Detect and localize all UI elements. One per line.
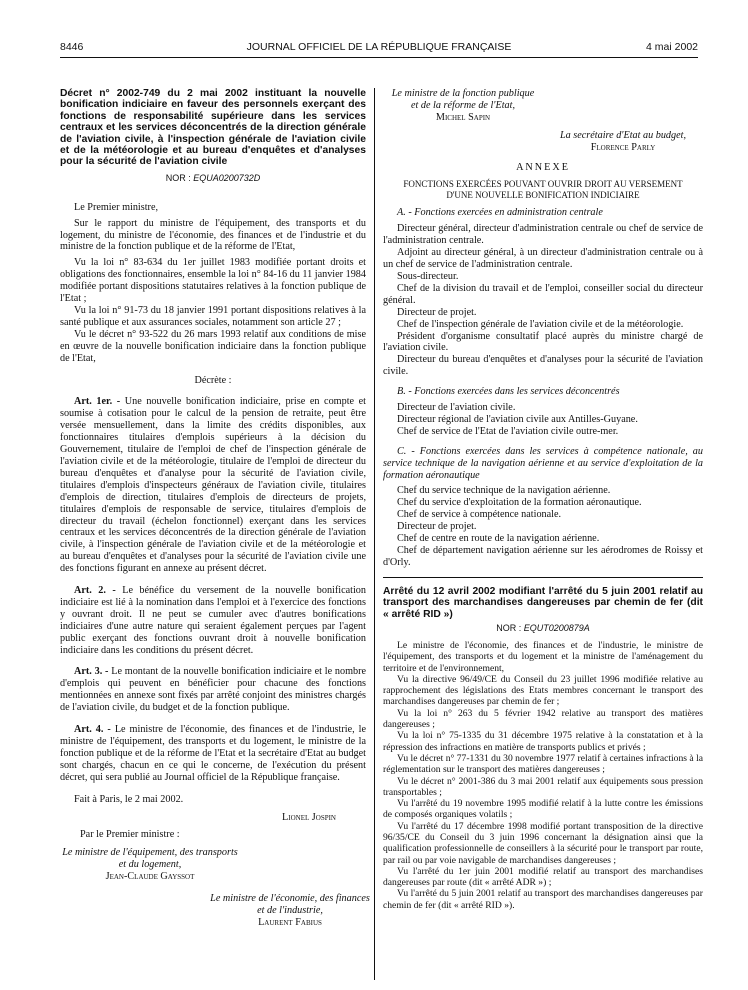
done-at: Fait à Paris, le 2 mai 2002. <box>74 793 184 805</box>
list-item: Directeur régional de l'aviation civile aux Antilles-Guyane. <box>397 413 638 425</box>
arrete-paragraph: Vu la directive 96/49/CE du Conseil du 23 juillet 1996 modifiée relative au rapprochement des législations des Etats membres concernant le transport des marchandises dangereuses par chemin de fer ; <box>383 673 703 708</box>
section-divider <box>383 577 703 578</box>
issue-date: 4 mai 2002 <box>646 41 698 53</box>
arrete-nor-code: EQUT0200879A <box>523 623 590 634</box>
page-number: 8446 <box>60 41 84 53</box>
list-item: Chef de la division du travail et de l'emploi, conseiller social du directeur général. <box>383 282 703 306</box>
list-item: Chef de centre en route de la navigation aérienne. <box>397 533 600 545</box>
arrete-paragraph: Vu la loi n° 263 du 5 février 1942 relative au transport des matières dangereuses ; <box>383 707 703 731</box>
right-column <box>383 88 703 911</box>
decree-visa: Sur le rapport du ministre de l'équipement, des transports et du logement, du ministre de l'économie, des finances et de l'industrie et du ministre de la fonction publique et de la réforme de l'Etat, <box>60 217 366 253</box>
article-text: Le ministre de l'économie, des finances et de l'industrie, le ministre de l'équipement, des transports et du logement, le ministre de la fonction publique et de la réforme de l'Etat et la secrétaire d'Etat au budget sont chargés, chacun en ce qui le concerne, de l'exécution du présent décret, qui sera publié au Journal officiel de la République française. <box>60 724 366 783</box>
arrete-paragraph: Vu l'arrêté du 17 décembre 1998 modifié portant transposition de la directive 96/35/CE du Conseil du 3 juin 1996 concernant la désignation ainsi que la qualification professionnelle de conseillers à la sécurité pour le transport par route, par rail ou par voie navigable de marchandises dangereuses ; <box>383 820 703 866</box>
by-prime-minister: Par le Premier ministre : <box>80 829 180 841</box>
left-column <box>60 88 370 929</box>
annex-title: ANNEXE <box>516 161 570 173</box>
arrete-paragraph: Vu l'arrêté du 1er juin 2001 modifié relatif au transport des marchandises dangereuses par route (dit « arrêté ADR ») ; <box>383 865 703 889</box>
arrete-paragraph: Vu le décret n° 77-1331 du 30 novembre 1977 relatif à certaines infractions à la réglementation sur le transport des matières dangereuses ; <box>383 752 703 776</box>
signature-budget: La secrétaire d'Etat au budget, Florence Parly <box>559 129 686 153</box>
list-item: Chef du service d'exploitation de la formation aéronautique. <box>397 497 642 509</box>
list-item: Chef de service de l'Etat de l'aviation civile outre-mer. <box>397 425 619 437</box>
article-1 <box>60 396 366 575</box>
signature-fonction-publique: Le ministre de la fonction publique et de la réforme de l'Etat, Michel Sapin <box>391 88 535 123</box>
article-4 <box>60 724 366 784</box>
decree-nor: NOR : EQUA0200732D <box>165 172 261 183</box>
arrete-paragraph: Vu l'arrêté du 5 juin 2001 relatif au transport des marchandises dangereuses par chemin de fer (dit « arrêté RID »). <box>383 888 703 911</box>
section-a-heading: A. - Fonctions exercées en administration centrale <box>397 207 603 219</box>
decree-nor-code: EQUA0200732D <box>193 172 261 183</box>
list-item: Directeur général, directeur d'administration centrale ou chef de service de l'administration centrale. <box>383 223 703 247</box>
article-label: Art. 1er. - <box>74 396 121 408</box>
arrete-title: Arrêté du 12 avril 2002 modifiant l'arrêté du 5 juin 2001 relatif au transport des marchandises dangereuses par chemin de fer (dit « arrêté RID ») <box>383 585 703 620</box>
list-item: Chef de service à compétence nationale. <box>397 509 562 521</box>
article-text: Le bénéfice du versement de la nouvelle bonification indiciaire est lié à la nomination dans l'emploi et à l'exercice des fonctions y ouvrant droit. Il ne peut se cumuler avec d'autres bonifications indiciaires d'une autre nature qui seraient également perçues par l'agent public exerçant des fonctions ouvrant droit à nouvelle bonification indiciaire dans les conditions du présent décret. <box>60 585 366 656</box>
journal-title: JOURNAL OFFICIEL DE LA RÉPUBLIQUE FRANÇAISE <box>246 41 512 53</box>
article-2 <box>60 585 366 656</box>
article-3 <box>60 666 366 714</box>
arrete-paragraph: Vu la loi n° 75-1335 du 31 décembre 1975 relative à la constatation et à la répression des infractions en matière de transports publics et privés ; <box>383 730 703 753</box>
annex-subtitle: FONCTIONS EXERCÉES POUVANT OUVRIR DROIT AU VERSEMENT D'UNE NOUVELLE BONIFICATION INDICIAIRE <box>403 179 683 201</box>
arrete-nor: NOR : EQUT0200879A <box>496 623 590 634</box>
decree-opening: Le Premier ministre, <box>74 201 159 213</box>
section-b-heading: B. - Fonctions exercées dans les services déconcentrés <box>397 386 620 398</box>
list-item: Chef de l'inspection générale de l'aviation civile et de la météorologie. <box>397 318 684 330</box>
list-item: Chef du service technique de la navigation aérienne. <box>397 485 611 497</box>
page-header <box>60 42 698 56</box>
list-item: Directeur du bureau d'enquêtes et d'analyses pour la sécurité de l'aviation civile. <box>383 354 703 378</box>
decree-visa: Vu la loi n° 83-634 du 1er juillet 1983 modifiée portant droits et obligations des fonctionnaires, ensemble la loi n° 84-16 du 11 janvier 1984 modifiée portant dispositions statutaires relatives à la fonction publique de l'Etat ; <box>60 257 366 305</box>
list-item: Sous-directeur. <box>397 270 459 282</box>
list-item: Directeur de projet. <box>397 521 477 533</box>
prime-minister-signature: Lionel Jospin <box>282 811 336 823</box>
header-rule <box>60 57 698 58</box>
signature-equipement: Le ministre de l'équipement, des transports et du logement, Jean-Claude Gayssot <box>62 847 238 883</box>
article-label: Art. 2. - <box>74 585 116 597</box>
arrete-body <box>383 640 703 911</box>
signature-economie: Le ministre de l'économie, des finances et de l'industrie, Laurent Fabius <box>210 893 370 928</box>
list-item: Directeur de projet. <box>397 306 477 318</box>
section-c-heading: C. - Fonctions exercées dans les services à compétence nationale, au service technique de la navigation aérienne et au service d'exploitation de la formation aéronautique <box>383 445 703 481</box>
list-item: Directeur de l'aviation civile. <box>397 402 516 414</box>
list-item: Adjoint au directeur général, à un directeur d'administration centrale ou à un chef de service de l'administration centrale. <box>383 247 703 271</box>
decree-visa: Vu la loi n° 91-73 du 18 janvier 1991 portant dispositions relatives à la santé publique et aux assurances sociales, notamment son article 27 ; <box>60 305 366 328</box>
arrete-paragraph: Vu l'arrêté du 19 novembre 1995 modifié relatif à la lutte contre les émissions de composés organiques volatils ; <box>383 798 703 821</box>
article-label: Art. 4. - <box>74 724 111 736</box>
list-item: Chef de département navigation aérienne sur les aérodromes de Roissy et d'Orly. <box>383 545 703 568</box>
arrete-paragraph: Le ministre de l'économie, des finances et de l'industrie, le ministre de l'équipement, des transports et du logement et la ministre de l'aménagement du territoire et de l'environnement, <box>383 639 703 674</box>
article-label: Art. 3. - <box>74 666 109 678</box>
arrete-paragraph: Vu le décret n° 2001-386 du 3 mai 2001 relatif aux équipements sous pression transportables ; <box>383 775 703 798</box>
decree-visa: Vu le décret n° 93-522 du 26 mars 1993 relatif aux conditions de mise en œuvre de la nouvelle bonification indiciaire dans la fonction publique de l'Etat, <box>60 328 366 364</box>
list-item: Président d'organisme consultatif placé auprès du ministre chargé de l'aviation civile. <box>383 330 703 354</box>
article-text: Une nouvelle bonification indiciaire, prise en compte et soumise à cotisation pour le calcul de la pension de retraite, peut être versée mensuellement, dans la limite des crédits disponibles, aux fonctionnaires titulaires d'emplois supérieurs à la décision du Gouvernement, titulaire de l'emploi de chef de l'inspection générale de l'aviation civile et de la météorologie, titulaire de l'emploi de directeur du bureau d'enquêtes et d'analyse pour la sécurité de l'aviation civile, titulaires d'emplois d'inspecteurs généraux de l'aviation civile, titulaires d'emplois de direction, titulaires d'emplois de directeurs de projets, titulaires d'emplois de responsable de service, titulaires d'emplois de directeur du travail (échelon fonctionnel) exerçant dans les services centraux et les services déconcentrés de la direction générale de l'aviation civile, à l'inspection générale de l'aviation civile et de la météorologie et au bureau d'enquêtes et d'analyses pour la sécurité de l'aviation civile une des fonctions figurant en annexe au présent décret. <box>60 396 366 575</box>
article-text: Le montant de la nouvelle bonification indiciaire et le nombre d'emplois qui peuvent en bénéficier pour chacune des fonctions mentionnées en annexe sont fixés par arrêté conjoint des ministres chargés de l'aviation civile, du budget et de la fonction publique. <box>60 666 367 714</box>
decrete-label: Décrète : <box>194 374 232 386</box>
column-divider <box>374 88 375 980</box>
decree-title: Décret n° 2002-749 du 2 mai 2002 instituant la nouvelle bonification indiciaire en faveur des personnels exerçant des fonctions de responsabilité supérieure dans les services centraux et les services déconcentrés de la direction générale de l'aviation civile, à l'inspection générale de l'aviation civile et de la météorologie et au bureau d'enquêtes et d'analyses pour la sécurité de l'aviation civile <box>60 88 366 168</box>
